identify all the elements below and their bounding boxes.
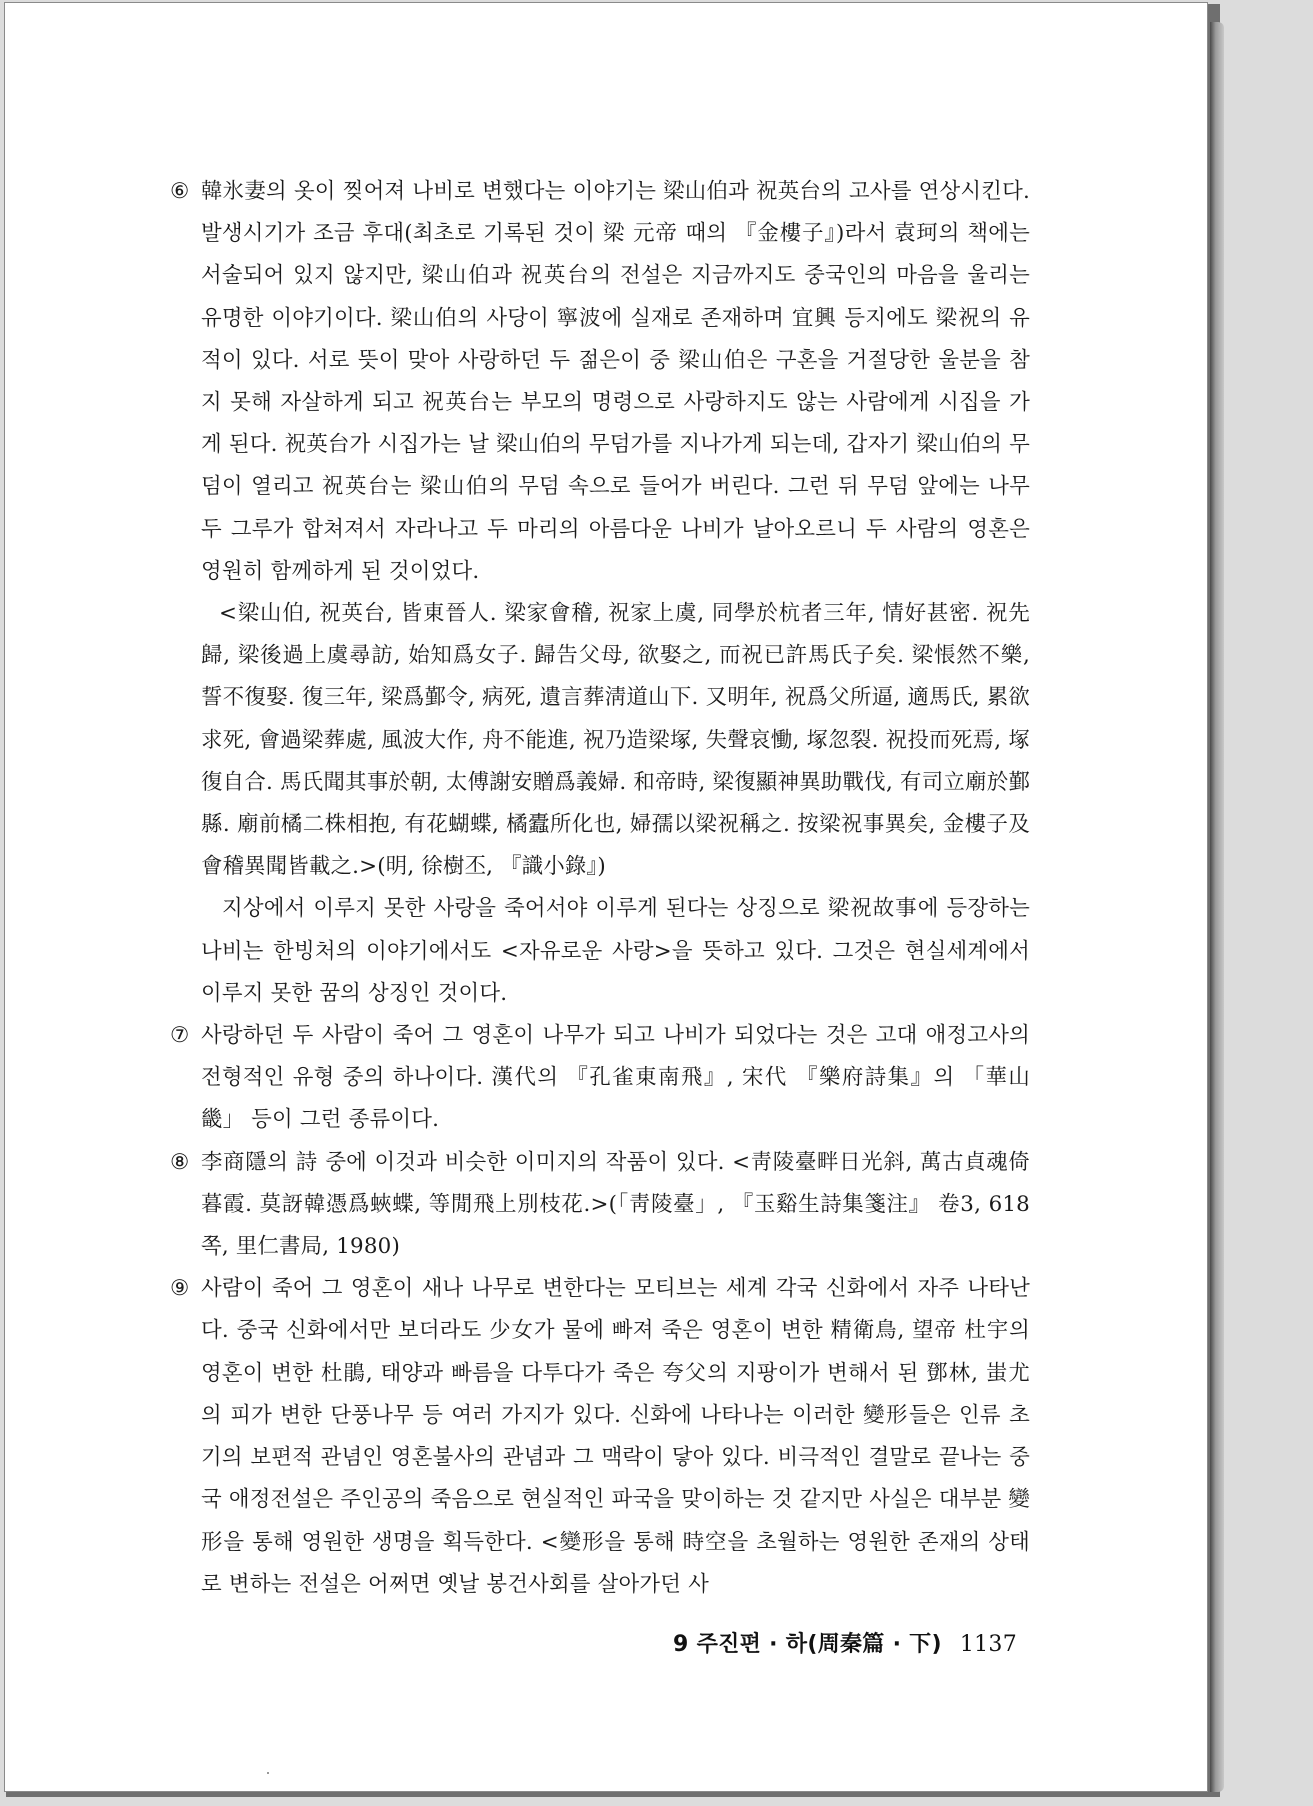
footnote-marker: ⑨ <box>170 1276 190 1302</box>
footnote-8 <box>170 1142 1030 1269</box>
page-body <box>170 171 1030 1606</box>
document-page <box>4 2 1208 1792</box>
footnote-9 <box>170 1268 1030 1606</box>
footnote-paragraph: 韓氷妻의 옷이 찢어져 나비로 변했다는 이야기는 梁山伯과 祝英台의 고사를 연상시킨다. 발생시기가 조금 후대(최초로 기록된 것이 梁 元帝 때의 『金樓子』)라서 袁珂의 책에는 서술되어 있지 않지만, 梁山伯과 祝英台의 전설은 지금까지도 중국인의 마음을 울리는 유명한 이야기이다. 梁山伯의 사당이 寧波에 실재로 존재하며 宜興 등지에도 梁祝의 유적이 있다. 서로 뜻이 맞아 사랑하던 두 젊은이 중 梁山伯은 구혼을 거절당한 울분을 참지 못해 자살하게 되고 祝英台는 부모의 명령으로 사랑하지도 않는 사람에게 시집을 가게 된다. 祝英台가 시집가는 날 梁山伯의 무덤가를 지나가게 되는데, 갑자기 梁山伯의 무덤이 열리고 祝英台는 梁山伯의 무덤 속으로 들어가 버린다. 그런 뒤 무덤 앞에는 나무 두 그루가 합쳐져서 자라나고 두 마리의 아름다운 나비가 날아오르니 두 사람의 영혼은 영원히 함께하게 된 것이었다. <box>201 179 1030 584</box>
page-footer <box>673 1627 1017 1658</box>
footnote-marker: ⑦ <box>170 1023 190 1049</box>
classical-quotation: <梁山伯, 祝英台, 皆東晉人. 梁家會稽, 祝家上虞, 同學於杭者三年, 情好甚密. 祝先歸, 梁後過上虞尋訪, 始知爲女子. 歸告父母, 欲娶之, 而祝已許馬氏子矣. 梁悵然不樂, 誓不復娶. 復三年, 梁爲鄞令, 病死, 遺言葬淸道山下. 又明年, 祝爲父所逼, 適馬氏, 累欲求死, 會過梁葬處, 風波大作, 舟不能進, 祝乃造梁塚, 失聲哀慟, 塚忽裂. 祝投而死焉, 塚復自合. 馬氏聞其事於朝, 太傅謝安贈爲義婦. 和帝時, 梁復顯神異助戰伐, 有司立廟於鄞縣. 廟前橘二株相抱, 有花蝴蝶, 橘蠹所化也, 婦孺以梁祝稱之. 按梁祝事異矣, 金樓子及會稽異聞皆載之.>(明, 徐樹丕, 『識小錄』) <box>201 601 1030 880</box>
page-number: 1137 <box>959 1632 1018 1657</box>
speck <box>267 1772 269 1774</box>
footnote-paragraph: 지상에서 이루지 못한 사랑을 죽어서야 이루게 된다는 상징으로 梁祝故事에 등장하는 나비는 한빙처의 이야기에서도 <자유로운 사랑>을 뜻하고 있다. 그것은 현실세계에서 이루지 못한 꿈의 상징인 것이다. <box>201 896 1030 1006</box>
footnote-7 <box>170 1015 1030 1142</box>
running-footer-section: 9 주진편 · 하(周秦篇 · 下) <box>673 1632 942 1657</box>
footnote-paragraph: 사랑하던 두 사람이 죽어 그 영혼이 나무가 되고 나비가 되었다는 것은 고대 애정고사의 전형적인 유형 중의 하나이다. 漢代의 『孔雀東南飛』, 宋代 『樂府詩集』의 「華山畿」 등이 그런 종류이다. <box>201 1023 1030 1133</box>
footnote-marker: ⑥ <box>170 179 190 204</box>
footnote-6 <box>170 171 1030 593</box>
page-edge <box>1210 22 1224 1792</box>
footnote-paragraph: 사람이 죽어 그 영혼이 새나 나무로 변한다는 모티브는 세계 각국 신화에서 자주 나타난다. 중국 신화에서만 보더라도 少女가 물에 빠져 죽은 영혼이 변한 精衛鳥, 望帝 杜宇의 영혼이 변한 杜鵑, 태양과 빠름을 다투다가 죽은 夸父의 지팡이가 변해서 된 鄧林, 蚩尤의 피가 변한 단풍나무 등 여러 가지가 있다. 신화에 나타나는 이러한 變形들은 인류 초기의 보편적 관념인 영혼불사의 관념과 그 맥락이 닿아 있다. 비극적인 결말로 끝나는 중국 애정전설은 주인공의 죽음으로 현실적인 파국을 맞이하는 것 같지만 사실은 대부분 變形을 통해 영원한 생명을 획득한다. <變形을 통해 時空을 초월하는 영원한 존재의 상태로 변하는 전설은 어쩌면 옛날 봉건사회를 살아가던 사 <box>201 1276 1030 1597</box>
footnote-marker: ⑧ <box>170 1149 190 1175</box>
footnote-paragraph: 李商隱의 詩 중에 이것과 비슷한 이미지의 작품이 있다. <靑陵臺畔日光斜, 萬古貞魂倚暮霞. 莫訝韓憑爲蛺蝶, 等閒飛上別枝花.>(「靑陵臺」, 『玉谿生詩集箋注』 卷3, 618쪽, 里仁書局, 1980) <box>201 1149 1030 1260</box>
